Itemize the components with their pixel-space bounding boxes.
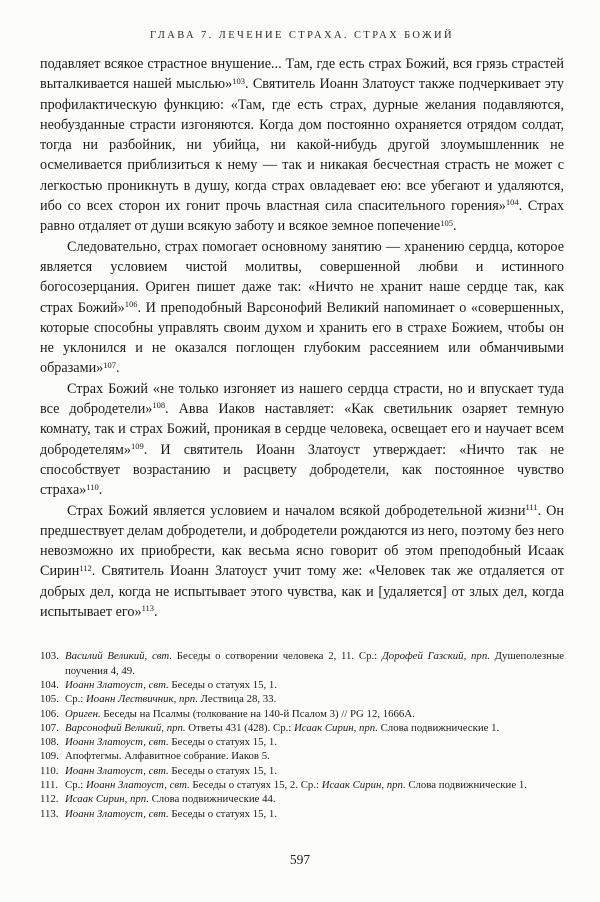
running-head: ГЛАВА 7. ЛЕЧЕНИЕ СТРАХА. СТРАХ БОЖИЙ [150, 30, 454, 41]
footnote-text [65, 679, 277, 691]
footnote-number: 106. [40, 707, 59, 720]
footnote-text [65, 722, 499, 734]
text-run: подавляет всякое страстное внушение... Там, где есть страх Божий, вся грязь страстей выталкивается нашей мыслью» [40, 56, 564, 93]
footnote-item [40, 764, 564, 778]
footnote-item [40, 707, 564, 721]
text-run: . [98, 482, 103, 499]
text-run: Лествица 28, 33. [197, 693, 277, 706]
footnote-text [65, 793, 276, 805]
text-run: Слова подвижнические 44. [148, 793, 276, 806]
footnote-item [40, 735, 564, 749]
footnote-number: 104. [40, 678, 59, 691]
footnote-ref: 113 [141, 603, 154, 614]
text-run: Страх Божий «не только изгоняет из нашего сердца страсти, но и впускает туда все добродетели» [40, 380, 564, 418]
text-run: Душеполезные поучения 4, 49. [65, 650, 564, 677]
text-run: Апофтегмы. Алфавитное собрание. Иаков 5. [65, 750, 270, 763]
text-run-italic: Варсонофий Великий, прп. [65, 721, 186, 734]
footnote-item [40, 721, 564, 735]
text-run-italic: Иоанн Лествичник, прп. [86, 693, 198, 706]
footnote-text [65, 808, 277, 820]
footnote-ref: 107 [103, 359, 117, 370]
footnote-number: 110. [40, 764, 59, 777]
footnote-number: 105. [40, 693, 59, 706]
text-run-italic: Иоанн Златоуст, свт. [65, 764, 169, 777]
footnote-number: 112. [40, 793, 59, 806]
footnote-ref: 111 [525, 501, 538, 512]
footnote-ref: 108 [152, 400, 166, 411]
text-run: Слова подвижнические 1. [405, 778, 527, 791]
text-run: Беседы о статуях 15, 1. [168, 764, 278, 777]
text-run: . Авва Иаков наставляет: «Как светильник озаряет темную комнату, так и страх Божий, проникая в сердце человека, освещает его и научает всем добродетелям» [40, 401, 564, 458]
footnote-text [65, 693, 276, 705]
text-run: Слова подвижнические 1. [377, 721, 500, 734]
text-run: Ответы 431 (428). Ср.: [185, 721, 294, 734]
footnote-text [65, 736, 277, 748]
text-run: . [154, 604, 158, 621]
footnote-text [65, 765, 277, 777]
text-run: . [452, 218, 457, 235]
paragraph [40, 54, 564, 237]
text-run: . [116, 360, 120, 377]
footnote-text [65, 750, 270, 762]
text-run: . Он предшествует делам добродетели, и добродетели рождаются из него, поэтому без него невозможно их приобрести, как весьма ясно говорит об этом преподобный Исаак Сирин [40, 502, 565, 580]
paragraph [40, 237, 564, 379]
text-run: Беседы о статуях 15, 1. [168, 736, 278, 749]
footnote-item [40, 749, 564, 763]
footnote-item [40, 792, 564, 806]
footnote-number: 113. [40, 807, 59, 820]
footnote-number: 111. [40, 778, 59, 791]
footnote-ref: 106 [124, 298, 138, 309]
text-run-italic: Иоанн Златоуст, свт. [65, 678, 169, 691]
text-run-italic: Дорофей Газский, прп. [381, 650, 490, 663]
footnote-number: 109. [40, 750, 59, 763]
footnote-number: 108. [40, 736, 59, 749]
text-run: Ср.: [65, 693, 86, 706]
text-run: Страх Божий является условием и началом всякой добродетельной жизни [67, 502, 526, 519]
footnote-ref: 105 [440, 217, 453, 228]
text-run: Беседы на Псалмы (толкование на 140-й Псалом 3) // PG 12, 1666А. [100, 707, 415, 720]
text-run-italic: Иоанн Златоуст, свт. [65, 807, 169, 820]
footnote-item [40, 807, 564, 821]
text-run-italic: Исаак Сирин, прп. [294, 721, 378, 734]
text-run: Беседы о статуях 15, 2. Ср.: [189, 778, 322, 791]
text-run: . Страх равно отдаляет от души всякую заботу и всякое земное попечение [40, 198, 564, 235]
text-run: . И святитель Иоанн Златоуст утверждает: «Ничто так не способствует возрастанию и расцвету добродетели, как постоянное чувство страха» [40, 441, 564, 499]
footnote-item [40, 692, 564, 706]
body-text [40, 54, 564, 622]
text-run-italic: Иоанн Златоуст, свт. [65, 736, 169, 749]
footnote-ref: 109 [131, 440, 144, 451]
paragraph [40, 379, 564, 501]
footnote-number: 107. [40, 721, 59, 734]
paragraph [40, 501, 564, 623]
text-run: Беседы о сотворении человека 2, 11. Ср.: [172, 650, 382, 663]
footnote-text [65, 779, 527, 791]
footnote-text [65, 708, 415, 720]
text-run: . Святитель Иоанн Златоуст учит тому же: «Человек так же отдаляется от добрых дел, когда не испытывает этого чувства, как и [удаляется] от злых дел, когда испытывает его» [40, 563, 564, 621]
text-run: . И преподобный Варсонофий Великий напоминает о «совершенных, которые способны управлять своим духом и хранить его в страхе Божием, чтобы он не уклонился и не оказался поглощен глубоким рассеянием или обманчивыми образами» [40, 299, 564, 377]
text-run-italic: Иоанн Златоуст, свт. [86, 778, 190, 791]
text-run: Ср.: [65, 778, 86, 791]
text-run: Беседы о статуях 15, 1. [168, 807, 278, 820]
footnote-item [40, 649, 564, 678]
text-run: Беседы о статуях 15, 1. [168, 678, 278, 691]
text-run-italic: Исаак Сирин, прп. [65, 793, 149, 806]
footnote-item [40, 778, 564, 792]
text-run-italic: Исаак Сирин, прп. [321, 778, 406, 791]
footnotes-block [40, 649, 564, 821]
footnote-text [65, 650, 564, 676]
footnote-ref: 112 [79, 562, 92, 573]
footnote-number: 103. [40, 650, 59, 663]
footnote-item [40, 678, 564, 692]
text-run-italic: Ориген. [65, 707, 101, 720]
footnote-ref: 103 [232, 75, 245, 86]
page-number: 597 [289, 852, 311, 867]
text-run: Следовательно, страх помогает основному занятию — хранению сердца, которое является условием чистой молитвы, совершенной любви и истинного богосозерцания. Ориген пишет даже так: «Ничто не хранит наше сердце так, как страх Божий» [40, 238, 564, 316]
text-run: . Святитель Иоанн Златоуст также подчеркивает эту профилактическую функцию: «Там, где есть страх, дурные желания подавляются, необузданные страсти изгоняются. Когда дом постоянно охраняется отрядом солдат, тогда ни разбойник, ни убийца, ни какой-нибудь другой злоумышленник не осмеливается приблизиться к нему — так и никакая бесчестная страсть не может с легкостью проникнуть в душу, когда страх овладевает ею: все убегают и удаляются, ибо со всех сторон их гонит прочь властная сила спасительного горения» [40, 76, 564, 215]
footnote-ref: 104 [505, 197, 519, 208]
text-run-italic: Василий Великий, свт. [65, 650, 173, 663]
footnote-ref: 110 [86, 481, 99, 492]
